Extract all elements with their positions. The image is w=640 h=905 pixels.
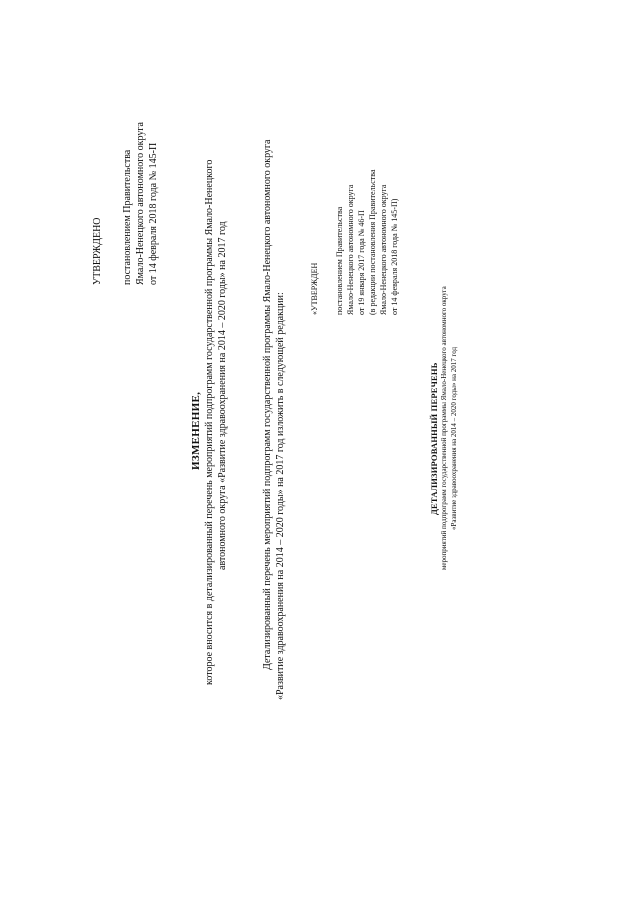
inner-approval-line-4: (в редакции постановления Правительства bbox=[368, 169, 377, 315]
change-title-line-2: автономного округа «Развитие здравоохранения на 2014 – 2020 годы» на 2017 год bbox=[217, 221, 228, 570]
body-text-line-2: «Развитие здравоохранения на 2014 – 2020 годы» на 2017 год изложить в следующей редакции: bbox=[275, 292, 286, 700]
inner-approval-line-6: от 14 февраля 2018 года № 145-П) bbox=[390, 198, 399, 315]
approval-line-2: Ямало-Ненецкого автономного округа bbox=[135, 122, 146, 285]
inner-approval-stamp: «УТВЕРЖДЕН bbox=[310, 262, 319, 315]
detailed-list-line-2: «Развитие здравоохранения на 2014 – 2020 годы» на 2017 год bbox=[450, 346, 458, 530]
inner-approval-line-2: Ямало-Ненецкого автономного округа bbox=[346, 184, 355, 315]
approval-stamp: УТВЕРЖДЕНО bbox=[92, 217, 103, 285]
change-title-line-1: которое вносится в детализированный перечень мероприятий подпрограмм государственной программы Ямало-Ненецкого bbox=[204, 159, 215, 685]
inner-approval-line-1: постановлением Правительства bbox=[335, 206, 344, 315]
detailed-list-line-1: мероприятий подпрограмм государственной программы Ямало-Ненецкого автономного округа bbox=[440, 286, 448, 570]
approval-line-1: постановлением Правительства bbox=[122, 149, 133, 285]
approval-line-3: от 14 февраля 2018 года № 145-П bbox=[148, 142, 159, 285]
inner-approval-line-5: Ямало-Ненецкого автономного округа bbox=[379, 184, 388, 315]
body-text-line-1: Детализированный перечень мероприятий подпрограмм государственной программы Ямало-Ненецкого автономного округа bbox=[262, 139, 273, 670]
inner-approval-line-3: от 19 января 2017 года № 46-П bbox=[357, 210, 366, 315]
detailed-list-heading: ДЕТАЛИЗИРОВАННЫЙ ПЕРЕЧЕНЬ bbox=[429, 362, 439, 515]
change-heading: ИЗМЕНЕНИЕ, bbox=[190, 391, 202, 470]
